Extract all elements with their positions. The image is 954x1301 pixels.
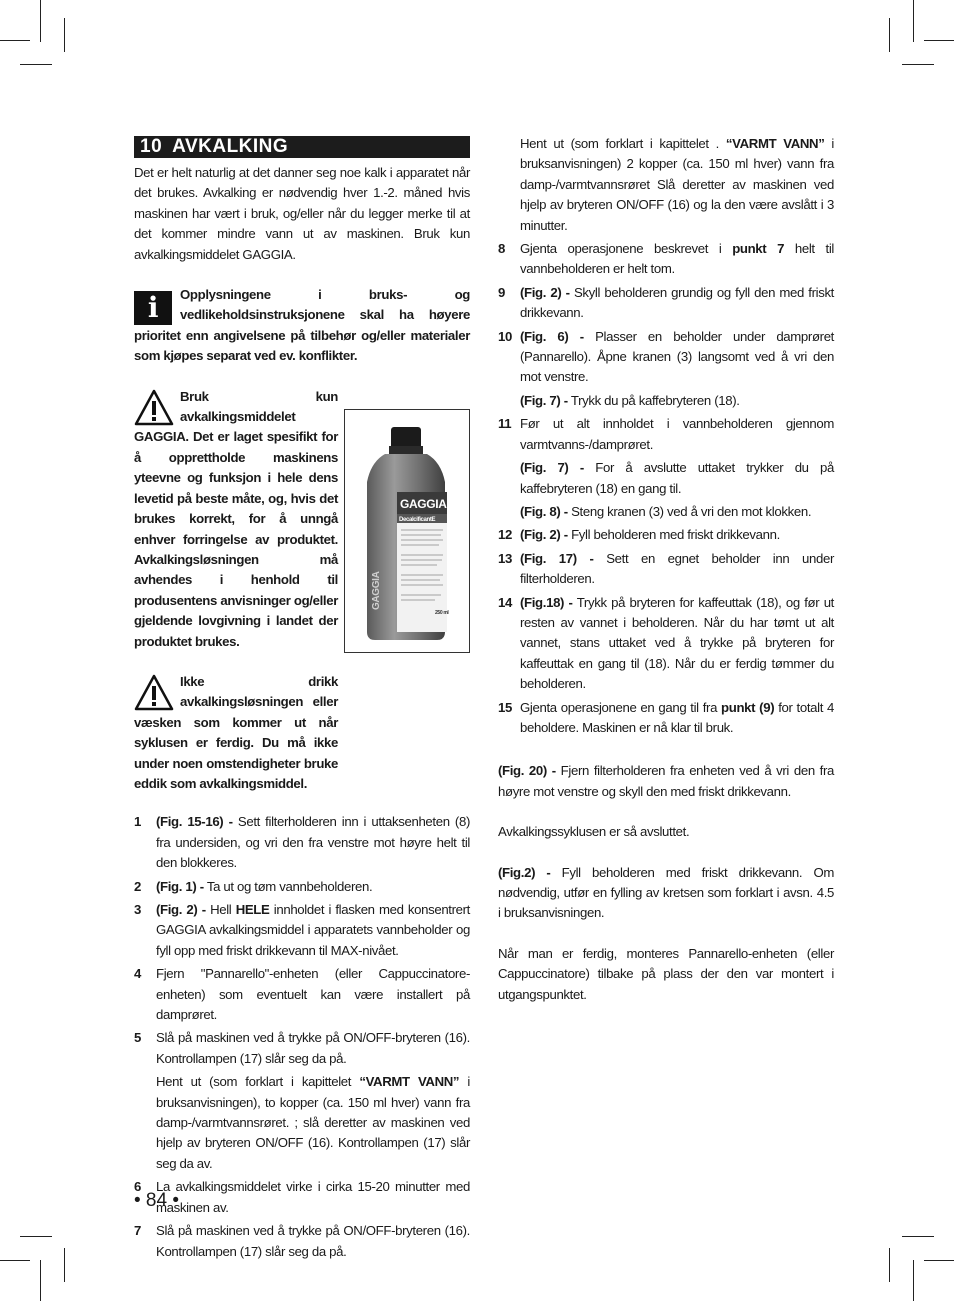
- list-item: 11 Før ut alt innholdet i vannbeholderen gjennom varmtvanns-/damprøret. (Fig. 7) - For å avslutte uttaket trykker du på kaffebryteren (18) en gang til. (Fig. 8) - Steng kranen (3) ved å vri den mot klokken.: [498, 416, 835, 519]
- cycle-done-paragraph: Avkalkingssyklusen er så avsluttet.: [498, 824, 690, 840]
- list-item: 5 Slå på maskinen ved å trykke på ON/OFF-bryteren (16). Kontrollampen (17) slår seg da på. Hent ut (som forklart i kapittelet “VARMT VANN” i bruksanvisningen), to kopper (ca. 150 ml hver) vann fra damp-/varmtvannsrøret. ; slå deretter av maskinen ved hjelp av bryteren ON/OFF (16). Kontrollampen (17) slår seg da av.: [134, 1030, 470, 1171]
- warning-triangle-icon: [134, 674, 174, 712]
- left-column: [134, 136, 470, 1265]
- crop-mark: [64, 18, 65, 52]
- steps-list-right: [498, 239, 834, 738]
- warning-triangle-icon: [134, 389, 174, 427]
- crop-mark: [20, 1236, 52, 1237]
- crop-mark: [0, 1260, 30, 1261]
- list-item: 3 (Fig. 2) - Hell HELE innholdet i flasken med konsentrert GAGGIA avkalkingsmiddel i apparatets vannbeholder og fyll opp med friskt drikkevann til MAX-nivået.: [134, 902, 470, 958]
- list-item: 15 Gjenta operasjonene en gang til fra punkt (9) for totalt 4 beholdere. Maskinen er nå klar til bruk.: [498, 699, 834, 735]
- crop-mark: [40, 1260, 41, 1301]
- bottle-volume: 250 ml: [435, 609, 449, 616]
- crop-mark: [20, 64, 52, 65]
- crop-mark: [40, 0, 41, 42]
- list-item: 13 (Fig. 17) - Sett en egnet beholder inn under filterholderen.: [498, 550, 834, 587]
- info-note-text: Opplysningene i bruks- og vedlikeholdsinstruksjonene skal ha høyere prioritet enn angivelsene på tilbehør og/eller materialer som kjøpes separat ved ev. konflikter.: [134, 287, 470, 364]
- page-number: • 84 •: [134, 1190, 179, 1211]
- steps-list-left: [134, 812, 470, 1262]
- crop-mark: [0, 40, 30, 41]
- list-item: 7 Slå på maskinen ved å trykke på ON/OFF-bryteren (16). Kontrollampen (17) slår seg da på.: [134, 1223, 470, 1259]
- crop-mark: [902, 1236, 934, 1237]
- crop-mark: [889, 18, 890, 52]
- info-icon: i: [134, 291, 172, 325]
- fig20-paragraph: (Fig. 20) - Fjern filterholderen fra enheten ved å vri den fra høyre mot venstre og skyll den med friskt drikkevann.: [498, 763, 834, 799]
- warning-2-text: Ikke drikk avkalkingsløsningen eller væsken som kommer ut når syklusen er ferdig. Du må ikke under noen omstendigheter bruke eddik som avkalkingsmiddel.: [134, 673, 338, 791]
- list-item: 9 (Fig. 2) - Skyll beholderen grundig og fyll den med friskt drikkevann.: [498, 284, 835, 321]
- crop-mark: [924, 40, 954, 41]
- info-note: [134, 285, 470, 367]
- list-item: 8 Gjenta operasjonene beskrevet i punkt 7 helt til vannbeholderen er helt tom.: [498, 241, 834, 277]
- decalcifier-bottle-figure: [344, 409, 470, 653]
- right-column: [498, 134, 834, 1005]
- list-item: 10 (Fig. 6) - Plasser en beholder under damprøret (Pannarello). Åpne kranen (3) langsomt ved å vri den mot venstre. (Fig. 7) - Trykk du på kaffebryteren (18).: [498, 328, 835, 408]
- crop-mark: [913, 0, 914, 42]
- warning-note-2: [134, 672, 470, 794]
- list-item: 14 (Fig.18) - Trykk på bryteren for kaffeuttak (18), og før ut resten av vannet i beholderen. Når du har tømt ut alt vannet, stans uttaket ved å trykke på bryteren for kaffeuttak en gang til (18). Når du er ferdig tømmer du beholderen.: [498, 594, 834, 692]
- right-intro: Hent ut (som forklart i kapittelet . “VARMT VANN” i bruksanvisningen) 2 kopper (ca. 150 ml hver) vann fra damp-/varmtvannsrøret Slå deretter av maskinen ved hjelp av bryteren ON/OFF (16) og la den være avslått i 3 minutter.: [520, 136, 834, 233]
- final-note-paragraph: Når man er ferdig, monteres Pannarello-enheten (eller Cappuccinatore) tilbake på plass der den var montert i utgangspunktet.: [498, 945, 834, 1002]
- fig2-final-paragraph: (Fig.2) - Fyll beholderen med friskt drikkevann. Om nødvendig, utfør en fylling av kretsen som forklart i avsn. 4.5 i bruksanvisningen.: [498, 864, 834, 921]
- crop-mark: [902, 64, 934, 65]
- section-title: [134, 136, 470, 158]
- crop-mark: [913, 1260, 914, 1301]
- section-number: 10: [140, 136, 163, 157]
- crop-mark: [64, 1248, 65, 1282]
- crop-mark: [924, 1260, 954, 1261]
- bottle-brand: GAGGIA: [400, 496, 447, 511]
- section-title-text: AVKALKING: [172, 136, 289, 157]
- svg-text:GAGGIA: GAGGIA: [371, 571, 382, 610]
- list-item: 4 Fjern "Pannarello"-enheten (eller Cappuccinatore-enheten) som eventuelt kan være installert på damprøret.: [134, 966, 470, 1023]
- intro-paragraph: Det er helt naturlig at det danner seg noe kalk i apparatet når det brukes. Avkalking er nødvendig hver 1.-2. måned hvis maskinen har vært i bruk, og/eller når du legger merke til at det kommer mindre vann ut av maskinen. Bruk kun avkalkingsmiddelet GAGGIA.: [134, 165, 470, 262]
- bottle-illustration: [345, 410, 469, 652]
- list-item: 6 La avkalkingsmiddelet virke i cirka 15-20 minutter med maskinen av.: [134, 1179, 470, 1215]
- bottle-product: DecalcificantE: [399, 516, 436, 523]
- warning-1-text: Bruk kun avkalkingsmiddelet GAGGIA. Det er laget spesifikt for å opprettholde maskinens yteevne og funksjon i hele dens levetid på beste måte, og, hvis det brukes korrekt, for å unngå enhver forringelse av produktet. Avkalkingsløsningen må avhendes i henhold til produsentens anvisninger og/eller gjeldende lovgivning i landet der produktet brukes.: [134, 388, 338, 649]
- list-item: 12 (Fig. 2) - Fyll beholderen med friskt drikkevann.: [498, 527, 780, 543]
- list-item: 2 (Fig. 1) - Ta ut og tøm vannbeholderen.: [134, 878, 373, 894]
- list-item: 1 (Fig. 15-16) - Sett filterholderen inn i uttaksenheten (8) fra undersiden, og vri den fra venstre mot høyre helt til den blokkeres.: [134, 814, 470, 871]
- crop-mark: [889, 1248, 890, 1282]
- warning-note-1: [134, 387, 470, 652]
